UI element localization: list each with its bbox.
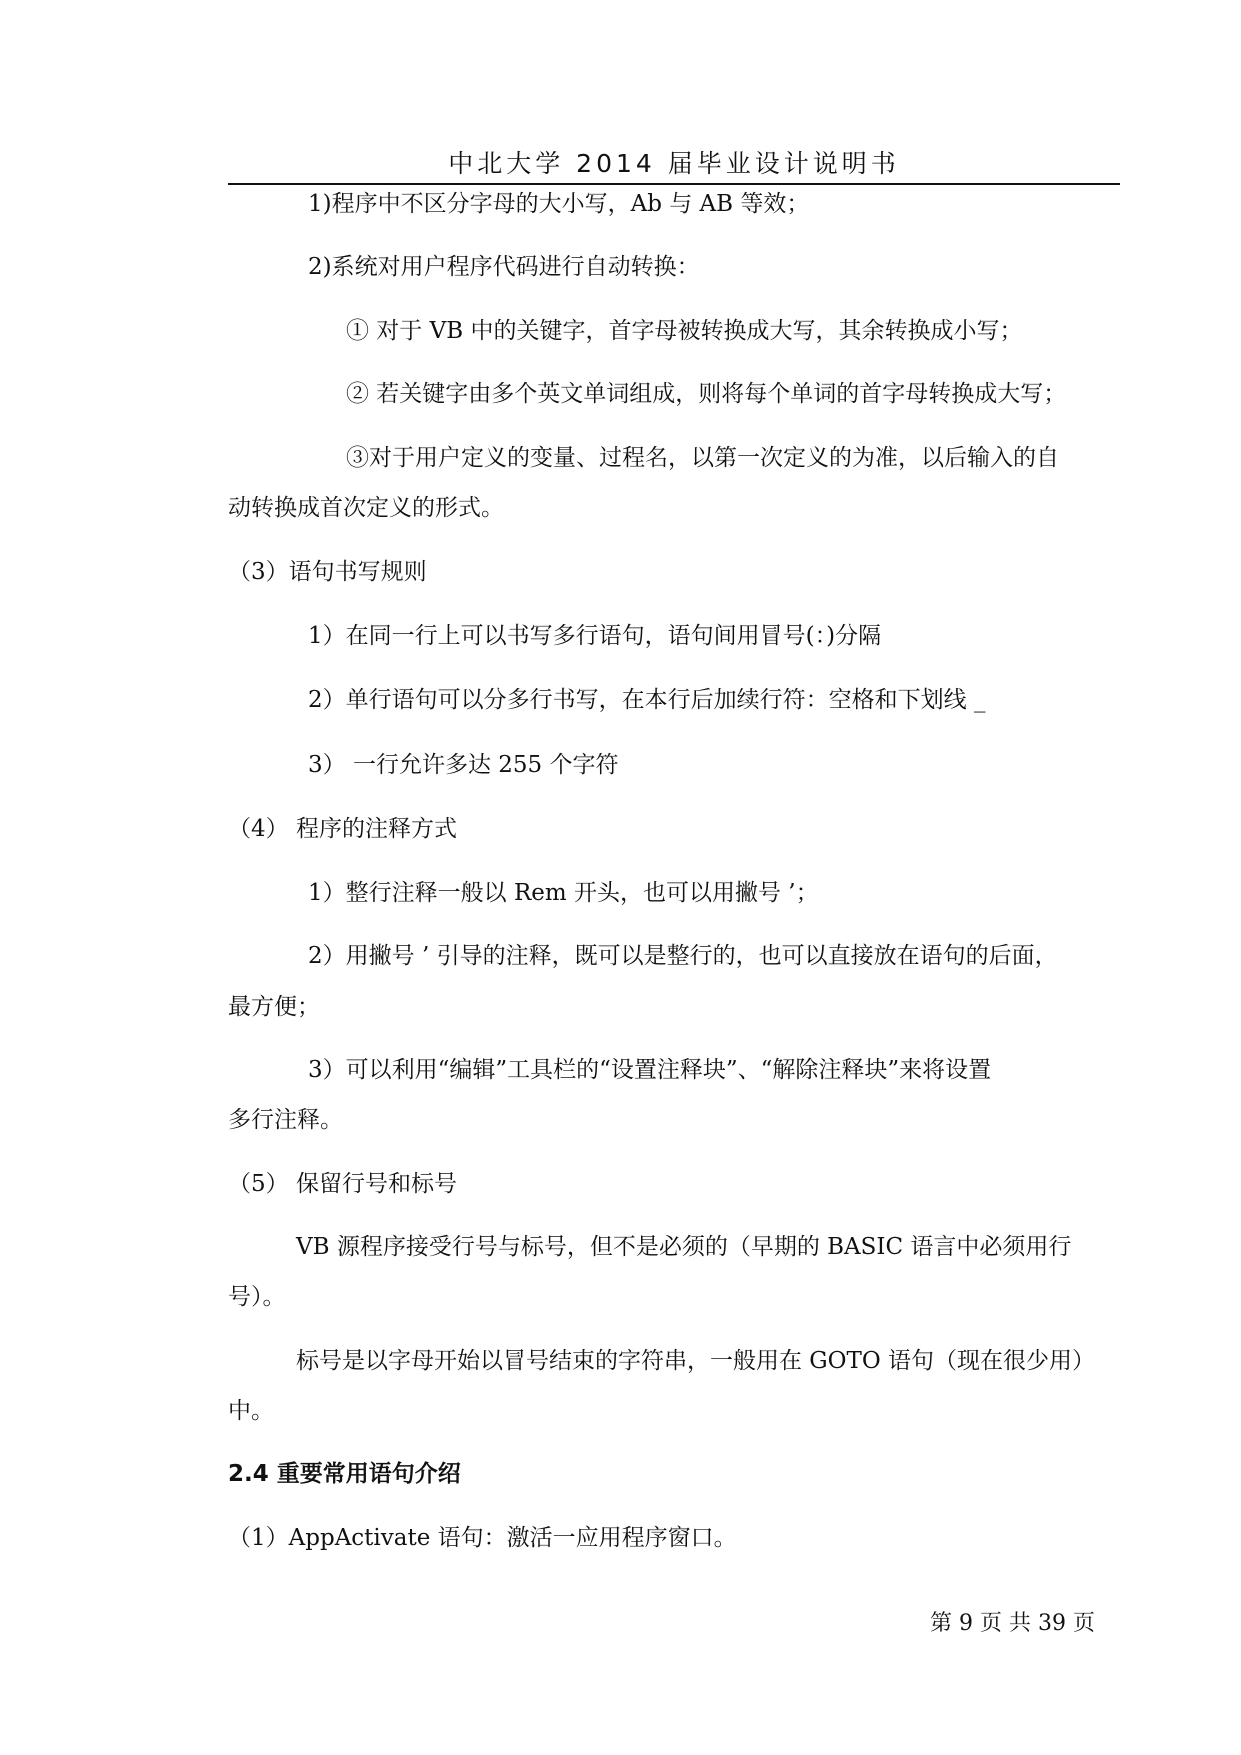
header-rule	[228, 183, 1120, 185]
text-line: 1）整行注释一般以 Rem 开头，也可以用撇号 ’；	[308, 880, 819, 906]
text-line: 2）用撇号 ’ 引导的注释，既可以是整行的，也可以直接放在语句的后面，	[308, 943, 1058, 969]
text-line: 2)系统对用户程序代码进行自动转换：	[308, 254, 700, 280]
text-line: 号）。	[228, 1284, 286, 1310]
text-line: 最方便；	[228, 994, 320, 1020]
text-line: ① 对于 VB 中的关键字，首字母被转换成大写，其余转换成小写；	[346, 318, 1023, 344]
text-line: VB 源程序接受行号与标号，但不是必须的（早期的 BASIC 语言中必须用行	[296, 1234, 1072, 1260]
text-line: 3） 一行允许多达 255 个字符	[308, 752, 619, 778]
text-line: 3）可以利用“编辑”工具栏的“设置注释块”、“解除注释块”来将设置	[308, 1057, 992, 1083]
section-title: 2.4 重要常用语句介绍	[228, 1461, 461, 1487]
text-line: （1）AppActivate 语句：激活一应用程序窗口。	[228, 1525, 737, 1551]
text-line: ② 若关键字由多个英文单词组成，则将每个单词的首字母转换成大写；	[346, 381, 1067, 407]
page-number: 第 9 页 共 39 页	[930, 1611, 1095, 1636]
text-line: 中。	[228, 1398, 274, 1424]
text-line: 标号是以字母开始以冒号结束的字符串，一般用在 GOTO 语句（现在很少用）	[296, 1348, 1096, 1374]
text-line: 2）单行语句可以分多行书写，在本行后加续行符：空格和下划线 _	[308, 687, 986, 713]
text-line: 1)程序中不区分字母的大小写，Ab 与 AB 等效；	[308, 191, 810, 217]
text-line: 多行注释。	[228, 1107, 343, 1133]
text-line: 动转换成首次定义的形式。	[228, 495, 504, 521]
section-heading: （4） 程序的注释方式	[228, 816, 457, 842]
section-heading: （5） 保留行号和标号	[228, 1171, 457, 1197]
text-line: 1）在同一行上可以书写多行语句，语句间用冒号(：)分隔	[308, 623, 882, 649]
section-heading: （3）语句书写规则	[228, 559, 427, 585]
page-header-title: 中北大学 2014 届毕业设计说明书	[448, 149, 900, 178]
text-line: ③对于用户定义的变量、过程名，以第一次定义的为准，以后输入的自	[346, 445, 1059, 471]
